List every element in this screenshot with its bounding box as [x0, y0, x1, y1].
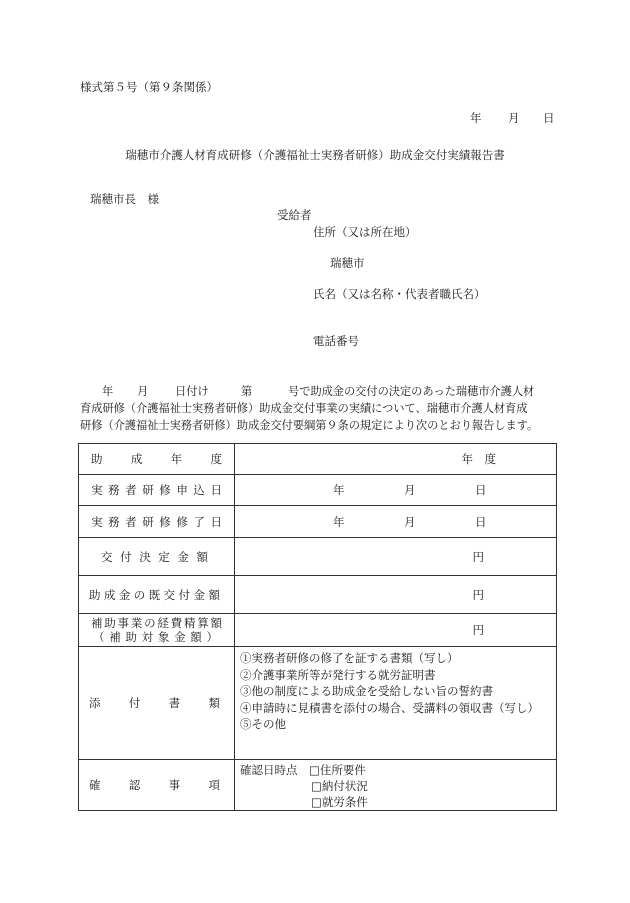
fiscal-year-value[interactable]: 年 度 [235, 444, 557, 475]
settled-amount-label [79, 614, 235, 647]
row-decision-amount [79, 538, 557, 576]
row-settled-amount [79, 614, 557, 647]
decision-amount-label: 交付決定金額 [79, 538, 235, 576]
complete-day: 日 [475, 514, 487, 529]
attachment-item: ⑤その他 [240, 717, 286, 731]
check-payment[interactable]: □納付状況 [311, 779, 368, 793]
confirmation-label: 確認事項 [79, 760, 235, 811]
row-confirmation [79, 760, 557, 811]
attachment-item: ③他の制度による助成金を受給しない旨の誓約書 [240, 684, 493, 698]
phone-label: 電話番号 [313, 334, 359, 348]
decision-amount-value[interactable]: 円 [235, 538, 557, 576]
report-body [80, 383, 556, 434]
address-label: 住所（又は所在地） [313, 225, 417, 239]
row-attachments [79, 647, 557, 760]
row-apply-date [79, 475, 557, 506]
row-complete-date [79, 506, 557, 538]
confirmation-row [240, 762, 556, 778]
row-paid-amount [79, 576, 557, 614]
complete-month: 月 [404, 514, 416, 529]
city-name: 瑞穂市 [330, 256, 365, 270]
attachments-label: 添付書類 [79, 647, 235, 760]
body-line1-rest: 号で助成金の交付の決定のあった瑞穂市介護人材 [288, 385, 535, 398]
recipient-label: 受給者 [277, 208, 312, 222]
report-table [78, 443, 557, 811]
body-line-3: 研修（介護福祉士実務者研修）助成金交付要綱第９条の規定により次のとおり報告します。 [80, 419, 539, 432]
report-date [470, 113, 555, 125]
confirmation-checks [235, 760, 557, 811]
body-line-2: 育成研修（介護福祉士実務者研修）助成金交付事業の実績について、瑞穂市介護人材育成 [80, 402, 528, 415]
apply-day: 日 [475, 483, 487, 497]
row-fiscal-year [79, 444, 557, 475]
settled-amount-value[interactable]: 円 [235, 614, 557, 647]
form-number: 様式第５号（第９条関係） [80, 80, 218, 94]
body-day: 日付け [175, 385, 209, 398]
body-year: 年 [102, 385, 114, 398]
check-employment[interactable]: □就労条件 [311, 795, 368, 809]
date-year: 年 [470, 111, 482, 125]
document-title: 瑞穂市介護人材育成研修（介護福祉士実務者研修）助成金交付実績報告書 [125, 148, 505, 162]
name-label: 氏名（又は名称・代表者職氏名） [313, 287, 486, 301]
paid-amount-label: 助成金の既交付金額 [79, 576, 235, 614]
date-day: 日 [543, 111, 555, 125]
body-month: 月 [137, 385, 149, 398]
check-residence[interactable]: □住所要件 [309, 763, 366, 777]
apply-year: 年 [333, 483, 345, 497]
body-line-1 [80, 383, 556, 400]
settled-amount-label-line2: （補助対象金額） [93, 630, 218, 644]
attachment-item: ①実務者研修の修了を証する書類（写し） [240, 651, 459, 665]
apply-date-value[interactable] [235, 475, 557, 506]
apply-date-label: 実務者研修申込日 [79, 475, 235, 506]
fiscal-year-label: 助成年度 [79, 444, 235, 475]
paid-amount-value[interactable]: 円 [235, 576, 557, 614]
complete-year: 年 [333, 514, 345, 529]
attachments-list [235, 647, 557, 760]
settled-amount-label-line1: 補助事業の経費精算額 [91, 616, 222, 630]
attachment-item: ④申請時に見積書を添付の場合、受講料の領収書（写し） [240, 700, 539, 715]
addressee: 瑞穂市長 様 [90, 192, 159, 206]
body-dai: 第 [241, 385, 253, 398]
complete-date-label: 実務者研修修了日 [79, 506, 235, 538]
complete-date-value[interactable] [235, 506, 557, 538]
attachment-item: ②介護事業所等が発行する就労証明書 [240, 667, 436, 682]
date-month: 月 [508, 111, 520, 125]
apply-month: 月 [404, 483, 416, 497]
confirmation-point-label: 確認日時点 [240, 763, 298, 777]
